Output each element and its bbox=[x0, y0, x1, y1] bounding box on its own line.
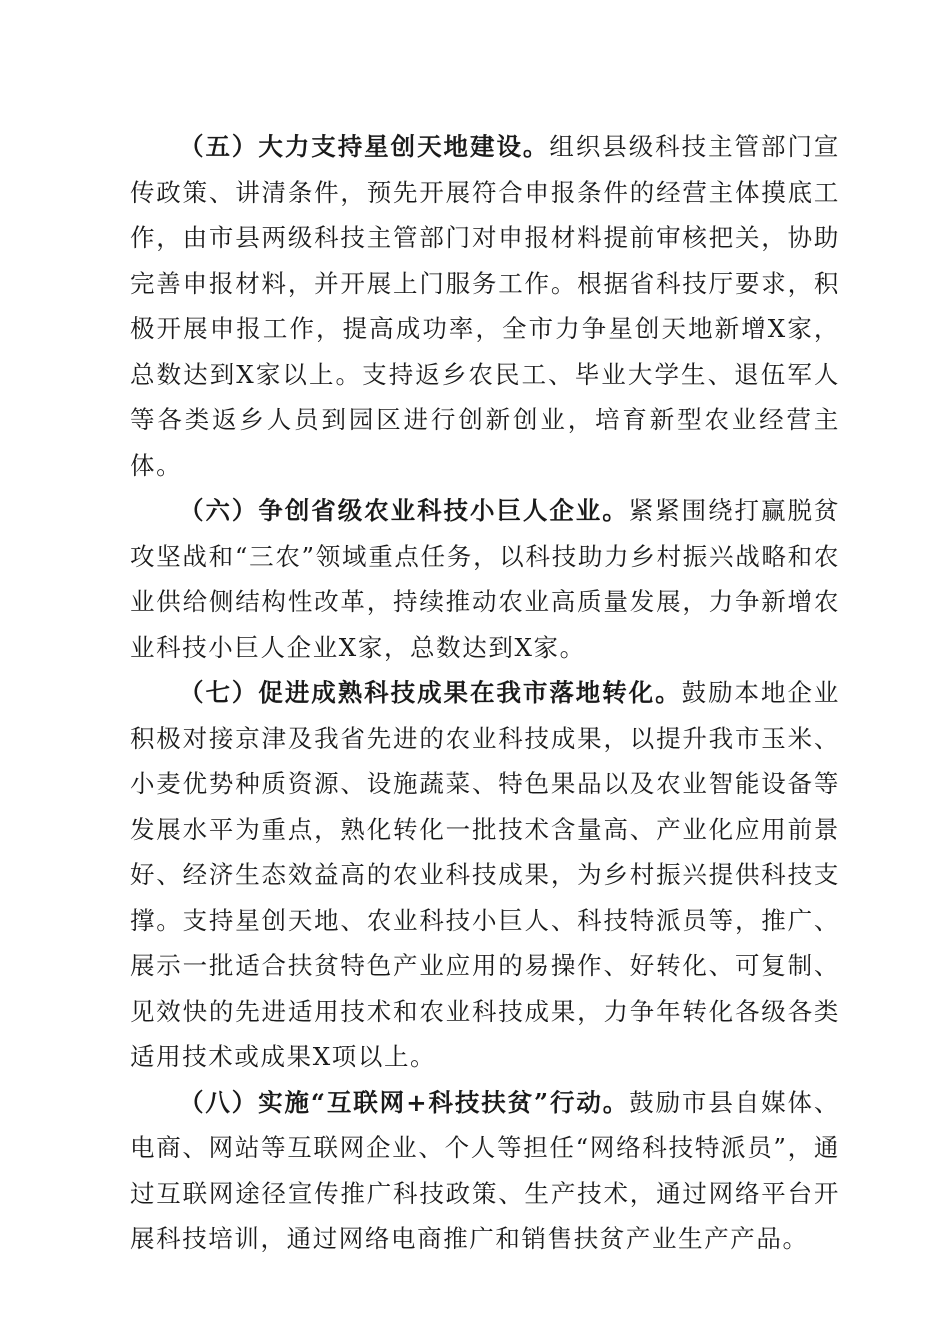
paragraph-8 bbox=[130, 1080, 840, 1262]
paragraph-6-heading: （六）争创省级农业科技小巨人企业。 bbox=[179, 496, 629, 525]
paragraph-7 bbox=[130, 670, 840, 1080]
paragraph-6 bbox=[130, 488, 840, 670]
paragraph-5 bbox=[130, 124, 840, 488]
paragraph-5-heading: （五）大力支持星创天地建设。 bbox=[179, 132, 550, 161]
document-page bbox=[130, 124, 840, 1262]
paragraph-6-body: 紧紧围绕打赢脱贫攻坚战和“三农”领域重点任务，以科技助力乡村振兴战略和农业供给侧结构性改革，持续推动农业高质量发展，力争新增农业科技小巨人企业X家，总数达到X家。 bbox=[130, 496, 840, 662]
paragraph-7-body: 鼓励本地企业积极对接京津及我省先进的农业科技成果，以提升我市玉米、小麦优势种质资源、设施蔬菜、特色果品以及农业智能设备等发展水平为重点，熟化转化一批技术含量高、产业化应用前景好、经济生态效益高的农业科技成果，为乡村振兴提供科技支撑。支持星创天地、农业科技小巨人、科技特派员等，推广、展示一批适合扶贫特色产业应用的易操作、好转化、可复制、见效快的先进适用技术和农业科技成果，力争年转化各级各类适用技术或成果X项以上。 bbox=[130, 678, 840, 1071]
paragraph-8-heading: （八）实施“互联网+科技扶贫”行动。 bbox=[179, 1087, 630, 1117]
paragraph-7-heading: （七）促进成熟科技成果在我市落地转化。 bbox=[179, 678, 682, 707]
paragraph-5-body: 组织县级科技主管部门宣传政策、讲清条件，预先开展符合申报条件的经营主体摸底工作，由市县两级科技主管部门对申报材料提前审核把关，协助完善申报材料，并开展上门服务工作。根据省科技厅要求，积极开展申报工作，提高成功率，全市力争星创天地新增X家，总数达到X家以上。支持返乡农民工、毕业大学生、退伍军人等各类返乡人员到园区进行创新创业，培育新型农业经营主体。 bbox=[130, 132, 840, 480]
paragraph-8-body: 鼓励市县自媒体、电商、网站等互联网企业、个人等担任“网络科技特派员”，通过互联网途径宣传推广科技政策、生产技术，通过网络平台开展科技培训，通过网络电商推广和销售扶贫产业生产产品。 bbox=[130, 1087, 840, 1253]
